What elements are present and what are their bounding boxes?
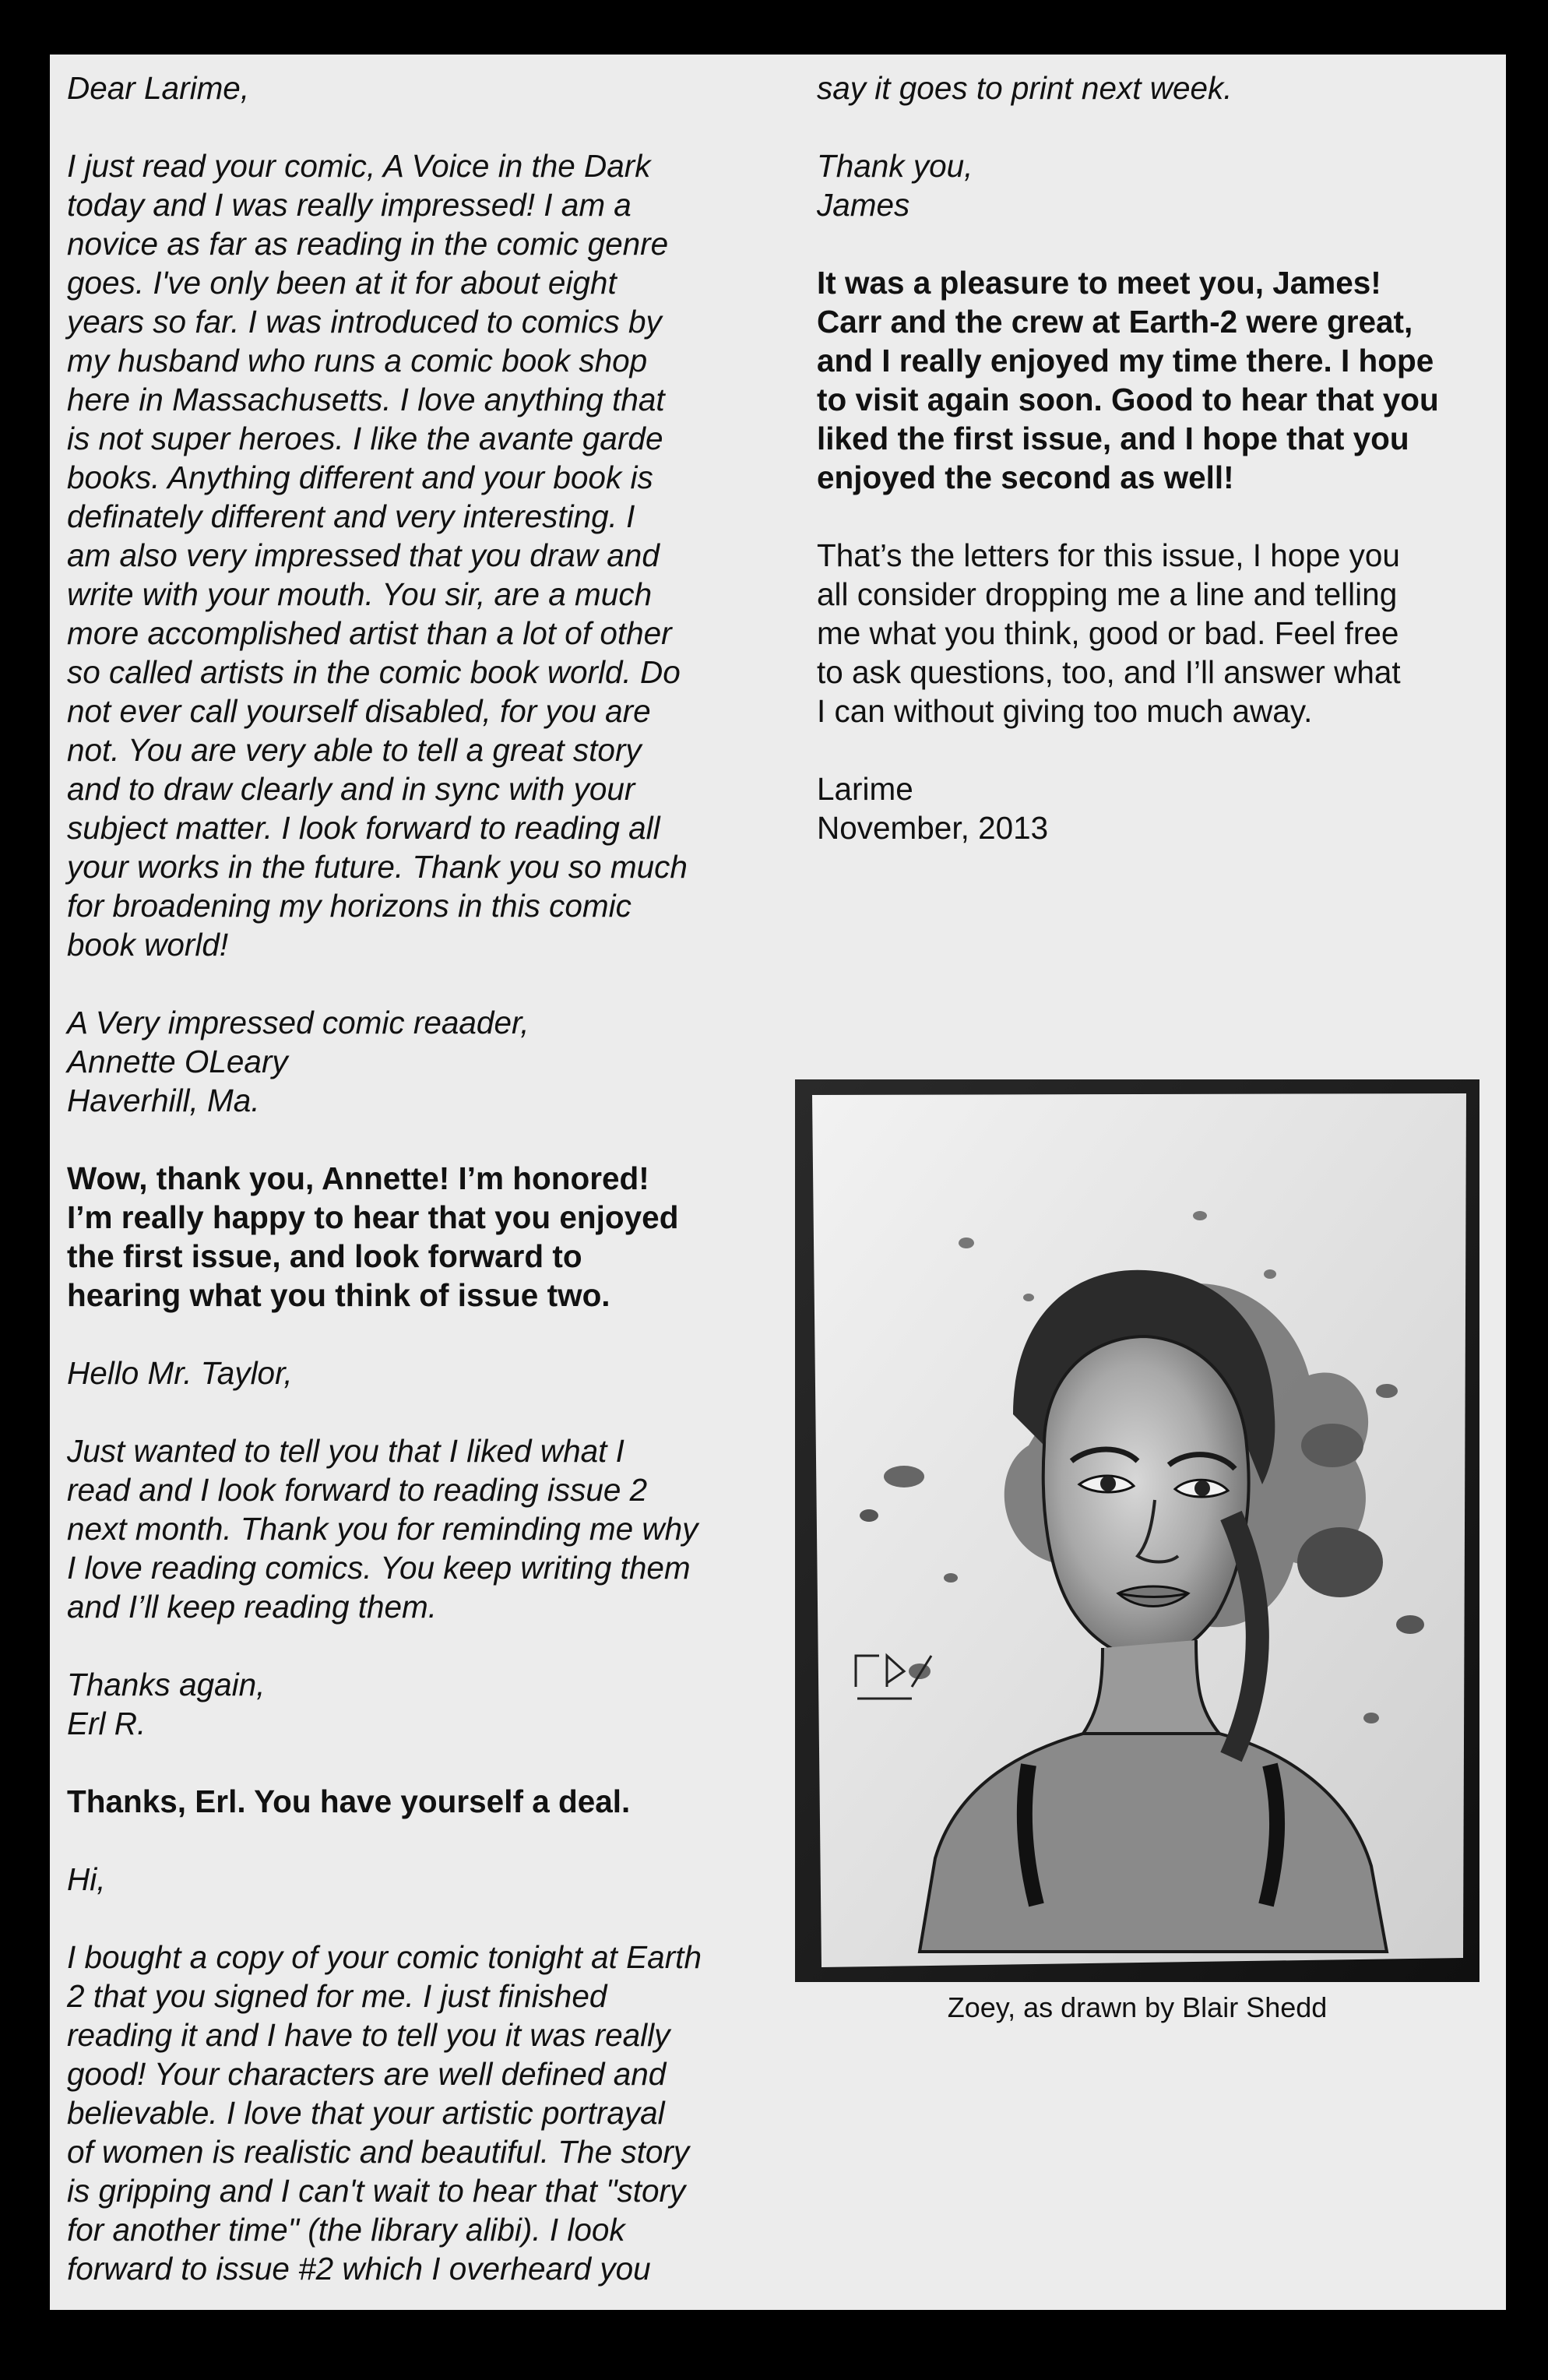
editor-reply: Thanks, Erl. You have yourself a deal. xyxy=(67,1783,631,1819)
closing-note: That’s the letters for this issue, I hope you all consider dropping me a line and telling me what you think, good or bad. Feel free to ask questions, too, and I’ll answer what I can without giving too much away. xyxy=(817,537,1401,729)
illustration-caption: Zoey, as drawn by Blair Shedd xyxy=(947,1991,1328,2023)
letter-body-continued: say it goes to print next week. xyxy=(817,70,1233,106)
letter-salutation: Dear Larime, xyxy=(67,70,250,106)
editor-reply: Wow, thank you, Annette! I’m honored! I’m really happy to hear that you enjoyed the first issue, and look forward to hearing what you think of issue two. xyxy=(67,1160,679,1313)
right-column xyxy=(817,69,1494,847)
letter-body: I just read your comic, A Voice in the Dark today and I was really impressed! I am a novice as far as reading in the comic genre goes. I've only been at it for about eight years so far. I was introduced to comics by my husband who runs a comic book shop here in Massachusetts. I love anything that is not super heroes. I like the avante garde books. Anything different and your book is definately different and very interesting. I am also very impressed that you draw and write with your mouth. You sir, are a much more accomplished artist than a lot of other so called artists in the comic book world. Do not ever call yourself disabled, for you are not. You are very able to tell a great story and to draw clearly and in sync with your subject matter. I look forward to reading all your works in the future. Thank you so much for broadening my horizons in this comic book world! xyxy=(67,148,688,963)
letter-body: Just wanted to tell you that I liked what I read and I look forward to reading issue 2 next month. Thank you for reminding me why I love reading comics. You keep writing them and I’ll keep reading them. xyxy=(67,1433,698,1625)
letter-signature: A Very impressed comic reaader, Annette OLeary Haverhill, Ma. xyxy=(67,1005,529,1118)
letter-signature: Thanks again, Erl R. xyxy=(67,1667,266,1741)
letter-salutation: Hi, xyxy=(67,1861,106,1897)
editor-reply: It was a pleasure to meet you, James! Carr and the crew at Earth-2 were great, and I really enjoyed my time there. I hope to visit again soon. Good to hear that you liked the first issue, and I hope that you enjoyed the second as well! xyxy=(817,265,1439,495)
letters-page xyxy=(50,55,1506,2310)
left-column xyxy=(67,69,814,2288)
letter-salutation: Hello Mr. Taylor, xyxy=(67,1355,293,1391)
closing-signature: Larime November, 2013 xyxy=(817,771,1049,846)
letter-signature: Thank you, James xyxy=(817,148,973,223)
letter-body: I bought a copy of your comic tonight at Earth 2 that you signed for me. I just finished reading it and I have to tell you it was really good! Your characters are well defined and believable. I love that your artistic portrayal of women is realistic and beautiful. The story is gripping and I can't wait to hear that "story for another time" (the library alibi). I look forward to issue #2 which I overheard you xyxy=(67,1939,702,2287)
portrait-illustration-icon xyxy=(795,1079,1479,1982)
